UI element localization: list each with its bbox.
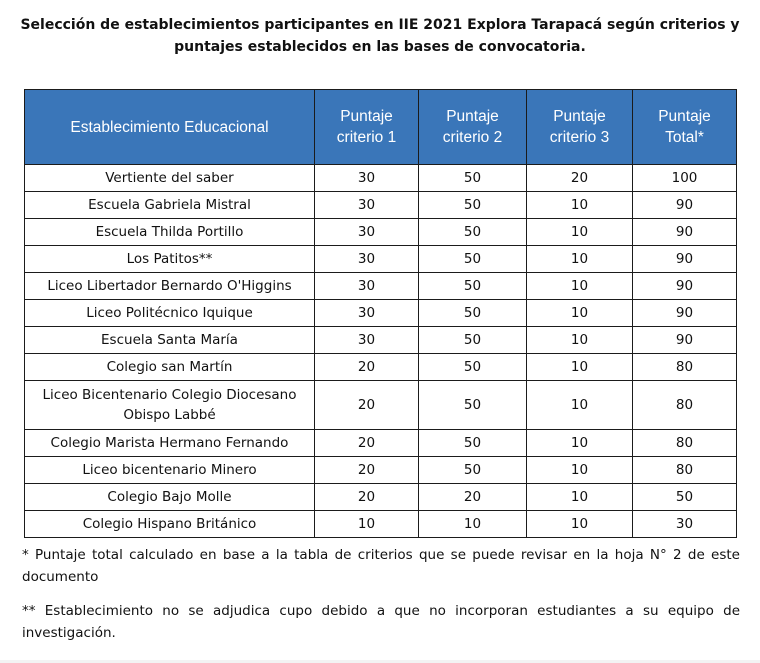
cell-establecimiento: Vertiente del saber <box>25 165 315 192</box>
table-row <box>25 381 737 430</box>
table-row <box>25 192 737 219</box>
cell-total: 90 <box>633 192 737 219</box>
cell-criterio-3: 10 <box>527 246 633 273</box>
cell-criterio-1: 30 <box>315 273 419 300</box>
cell-criterio-3: 10 <box>527 354 633 381</box>
cell-total: 90 <box>633 219 737 246</box>
cell-total: 90 <box>633 246 737 273</box>
cell-criterio-3: 10 <box>527 381 633 430</box>
table-row <box>25 511 737 538</box>
cell-criterio-1: 20 <box>315 381 419 430</box>
cell-total: 100 <box>633 165 737 192</box>
table-header-row <box>25 90 737 165</box>
cell-criterio-3: 10 <box>527 219 633 246</box>
cell-criterio-1: 30 <box>315 219 419 246</box>
cell-total: 80 <box>633 381 737 430</box>
cell-criterio-3: 10 <box>527 192 633 219</box>
cell-establecimiento: Liceo Bicentenario Colegio Diocesano Obispo Labbé <box>25 381 315 430</box>
cell-criterio-2: 50 <box>419 327 527 354</box>
cell-establecimiento: Colegio Marista Hermano Fernando <box>25 430 315 457</box>
cell-criterio-1: 30 <box>315 300 419 327</box>
cell-criterio-2: 20 <box>419 484 527 511</box>
table-row <box>25 300 737 327</box>
cell-criterio-2: 50 <box>419 381 527 430</box>
cell-total: 50 <box>633 484 737 511</box>
selection-table <box>24 89 737 538</box>
cell-criterio-1: 10 <box>315 511 419 538</box>
footnotes <box>22 544 740 644</box>
cell-establecimiento: Liceo Libertador Bernardo O'Higgins <box>25 273 315 300</box>
cell-criterio-2: 10 <box>419 511 527 538</box>
cell-establecimiento: Escuela Gabriela Mistral <box>25 192 315 219</box>
header-total: Puntaje Total* <box>633 90 737 165</box>
cell-criterio-1: 20 <box>315 430 419 457</box>
cell-establecimiento: Liceo bicentenario Minero <box>25 457 315 484</box>
cell-criterio-3: 10 <box>527 273 633 300</box>
cell-criterio-3: 10 <box>527 484 633 511</box>
cell-criterio-1: 20 <box>315 484 419 511</box>
footnote-total: * Puntaje total calculado en base a la tabla de criterios que se puede revisar en la hoja N° 2 de este documento <box>22 547 740 585</box>
cell-establecimiento: Colegio san Martín <box>25 354 315 381</box>
cell-criterio-2: 50 <box>419 192 527 219</box>
cell-criterio-1: 20 <box>315 457 419 484</box>
cell-establecimiento: Liceo Politécnico Iquique <box>25 300 315 327</box>
cell-total: 90 <box>633 273 737 300</box>
cell-criterio-2: 50 <box>419 165 527 192</box>
cell-criterio-2: 50 <box>419 430 527 457</box>
cell-criterio-2: 50 <box>419 300 527 327</box>
cell-criterio-1: 30 <box>315 327 419 354</box>
cell-establecimiento: Colegio Hispano Británico <box>25 511 315 538</box>
cell-criterio-2: 50 <box>419 219 527 246</box>
table-row <box>25 165 737 192</box>
footnote-no-cupo: ** Establecimiento no se adjudica cupo debido a que no incorporan estudiantes a su equipo de investigación. <box>22 603 740 641</box>
table-row <box>25 484 737 511</box>
cell-total: 90 <box>633 327 737 354</box>
cell-criterio-3: 10 <box>527 327 633 354</box>
table-row <box>25 430 737 457</box>
cell-criterio-2: 50 <box>419 457 527 484</box>
cell-criterio-3: 10 <box>527 300 633 327</box>
cell-total: 80 <box>633 354 737 381</box>
cell-criterio-1: 30 <box>315 192 419 219</box>
cell-criterio-1: 20 <box>315 354 419 381</box>
cell-establecimiento: Escuela Santa María <box>25 327 315 354</box>
cell-total: 80 <box>633 457 737 484</box>
cell-criterio-1: 30 <box>315 246 419 273</box>
header-establecimiento: Establecimiento Educacional <box>25 90 315 165</box>
table-row <box>25 219 737 246</box>
cell-criterio-2: 50 <box>419 354 527 381</box>
cell-criterio-2: 50 <box>419 273 527 300</box>
table-row <box>25 354 737 381</box>
table-row <box>25 327 737 354</box>
cell-establecimiento: Los Patitos** <box>25 246 315 273</box>
table-row <box>25 246 737 273</box>
header-criterio-3: Puntaje criterio 3 <box>527 90 633 165</box>
cell-total: 80 <box>633 430 737 457</box>
header-criterio-2: Puntaje criterio 2 <box>419 90 527 165</box>
cell-establecimiento: Escuela Thilda Portillo <box>25 219 315 246</box>
table-row <box>25 273 737 300</box>
cell-criterio-2: 50 <box>419 246 527 273</box>
cell-criterio-3: 10 <box>527 511 633 538</box>
cell-total: 30 <box>633 511 737 538</box>
cell-total: 90 <box>633 300 737 327</box>
cell-criterio-3: 10 <box>527 430 633 457</box>
cell-criterio-1: 30 <box>315 165 419 192</box>
cell-criterio-3: 20 <box>527 165 633 192</box>
header-criterio-1: Puntaje criterio 1 <box>315 90 419 165</box>
cell-criterio-3: 10 <box>527 457 633 484</box>
document-title: Selección de establecimientos participantes en IIE 2021 Explora Tarapacá según criterios y puntajes establecidos en las bases de convocatoria. <box>20 17 740 55</box>
cell-establecimiento: Colegio Bajo Molle <box>25 484 315 511</box>
table-row <box>25 457 737 484</box>
